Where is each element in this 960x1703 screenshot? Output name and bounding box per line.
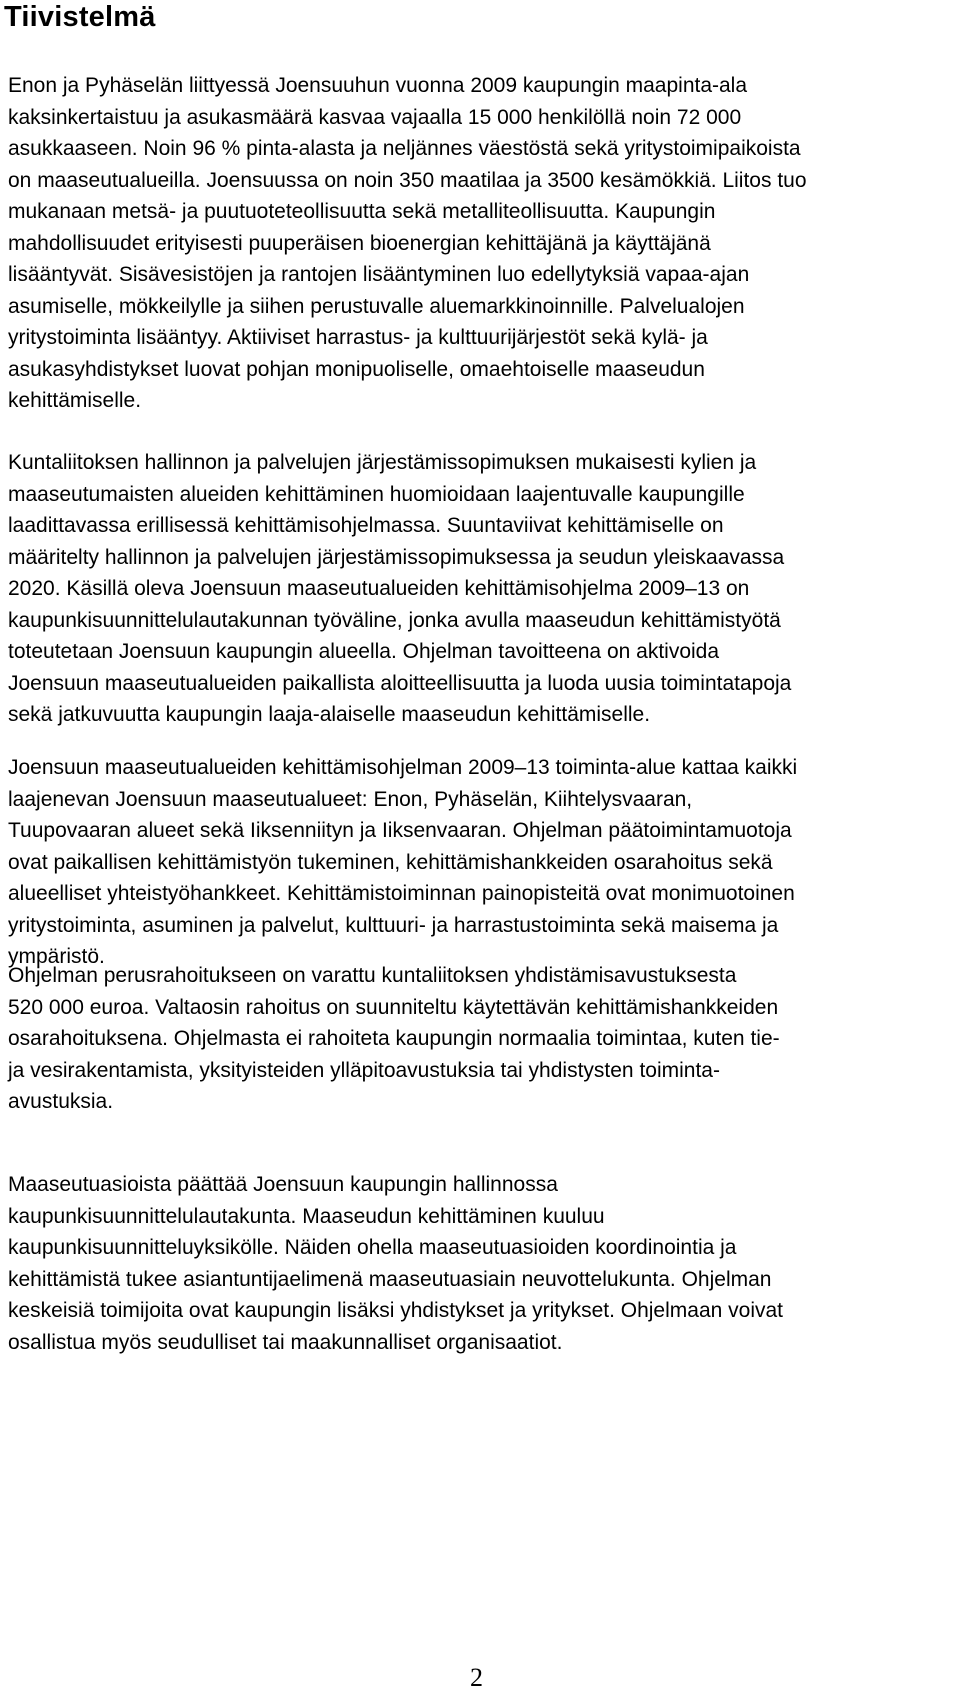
text-line: kaupunkisuunnitteluyksikölle. Näiden ohella maaseutuasioiden koordinointia ja (8, 1236, 737, 1259)
text-line: kehittämiselle. (8, 389, 142, 412)
text-line: lisääntyvät. Sisävesistöjen ja rantojen lisääntyminen luo edellytyksiä vapaa-ajan (8, 263, 750, 286)
text-line: Maaseutuasioista päättää Joensuun kaupungin hallinnossa (8, 1173, 558, 1196)
paragraph-2 (8, 447, 954, 731)
paragraph-3 (8, 752, 954, 973)
text-line: toteutetaan Joensuun kaupungin alueella. Ohjelman tavoitteena on aktivoida (8, 640, 720, 663)
text-line: asukasyhdistykset luovat pohjan monipuoliselle, omaehtoiselle maaseudun (8, 357, 705, 381)
text-line: keskeisiä toimijoita ovat kaupungin lisäksi yhdistykset ja yritykset. Ohjelmaan voivat (8, 1299, 784, 1322)
text-line: osallistua myös seudulliset tai maakunnalliset organisaatiot. (8, 1330, 563, 1354)
text-line: kaupunkisuunnittelulautakunta. Maaseudun kehittäminen kuuluu (8, 1204, 605, 1228)
text-line: ympäristö. (8, 945, 105, 968)
text-line: ja vesirakentamista, yksityisteiden ylläpitoavustuksia tai yhdistysten toiminta- (8, 1058, 720, 1082)
text-line: ovat paikallisen kehittämistyön tukeminen, kehittämishankkeiden osarahoitus sekä (8, 850, 773, 874)
text-line: yritystoiminta lisääntyy. Aktiiviset harrastus- ja kulttuurijärjestöt sekä kylä- ja (8, 326, 708, 349)
text-line: maaseutumaisten alueiden kehittäminen huomioidaan laajentuvalle kaupungille (8, 482, 745, 506)
text-line: mahdollisuudet erityisesti puuperäisen bioenergian kehittäjänä ja käyttäjänä (8, 231, 711, 255)
text-line: 2020. Käsillä oleva Joensuun maaseutualueiden kehittämisohjelma 2009–13 on (8, 577, 750, 600)
paragraph-5 (8, 1169, 954, 1358)
text-line: avustuksia. (8, 1090, 114, 1113)
text-line: määritelty hallinnon ja palvelujen järjestämissopimuksessa ja seudun yleiskaavassa (8, 545, 785, 569)
text-line: laajenevan Joensuun maaseutualueet: Enon, Pyhäselän, Kiihtelysvaaran, (8, 787, 693, 811)
text-line: laadittavassa erillisessä kehittämisohjelmassa. Suuntaviivat kehittämiselle on (8, 514, 724, 537)
text-line: Tuupovaaran alueet sekä Iiksenniityn ja Iiksenvaaran. Ohjelman päätoimintamuotoja (8, 819, 792, 842)
text-line: Joensuun maaseutualueiden paikallista aloitteellisuutta ja luoda uusia toimintatapoja (8, 671, 792, 695)
text-line: sekä jatkuvuutta kaupungin laaja-alaiselle maaseudun kehittämiselle. (8, 703, 651, 726)
text-line: yritystoiminta, asuminen ja palvelut, kulttuuri- ja harrastustoiminta sekä maisema ja (8, 913, 779, 937)
text-line: asumiselle, mökkeilylle ja siihen perustuvalle aluemarkkinoinnille. Palvelualojen (8, 294, 745, 318)
text-line: Joensuun maaseutualueiden kehittämisohjelman 2009–13 toiminta-alue kattaa kaikki (8, 756, 798, 779)
paragraph-1 (8, 70, 954, 417)
page-title: Tiivistelmä (4, 1, 156, 33)
text-line: asukkaaseen. Noin 96 % pinta-alasta ja neljännes väestöstä sekä yritystoimipaikoista (8, 137, 801, 160)
text-line: Enon ja Pyhäselän liittyessä Joensuuhun vuonna 2009 kaupungin maapinta-ala (8, 74, 748, 97)
text-line: Kuntaliitoksen hallinnon ja palvelujen järjestämissopimuksen mukaisesti kylien ja (8, 451, 757, 474)
text-line: osarahoituksena. Ohjelmasta ei rahoiteta kaupungin normaalia toimintaa, kuten tie- (8, 1027, 780, 1050)
text-line: alueelliset yhteistyöhankkeet. Kehittämistoiminnan painopisteitä ovat monimuotoinen (8, 882, 795, 905)
text-line: Ohjelman perusrahoitukseen on varattu kuntaliitoksen yhdistämisavustuksesta (8, 964, 737, 987)
page-number: 2 (470, 1663, 483, 1692)
text-line: kaupunkisuunnittelulautakunnan työväline, jonka avulla maaseudun kehittämistyötä (8, 608, 781, 632)
text-line: kehittämistä tukee asiantuntijaelimenä maaseutuasiain neuvottelukunta. Ohjelman (8, 1267, 772, 1291)
text-line: mukanaan metsä- ja puutuoteteollisuutta sekä metalliteollisuutta. Kaupungin (8, 200, 716, 223)
paragraph-4 (8, 960, 954, 1118)
text-line: kaksinkertaistuu ja asukasmäärä kasvaa vajaalla 15 000 henkilöllä noin 72 000 (8, 105, 742, 129)
text-line: 520 000 euroa. Valtaosin rahoitus on suunniteltu käytettävän kehittämishankkeiden (8, 995, 779, 1019)
text-line: on maaseutualueilla. Joensuussa on noin 350 maatilaa ja 3500 kesämökkiä. Liitos tuo (8, 168, 807, 192)
